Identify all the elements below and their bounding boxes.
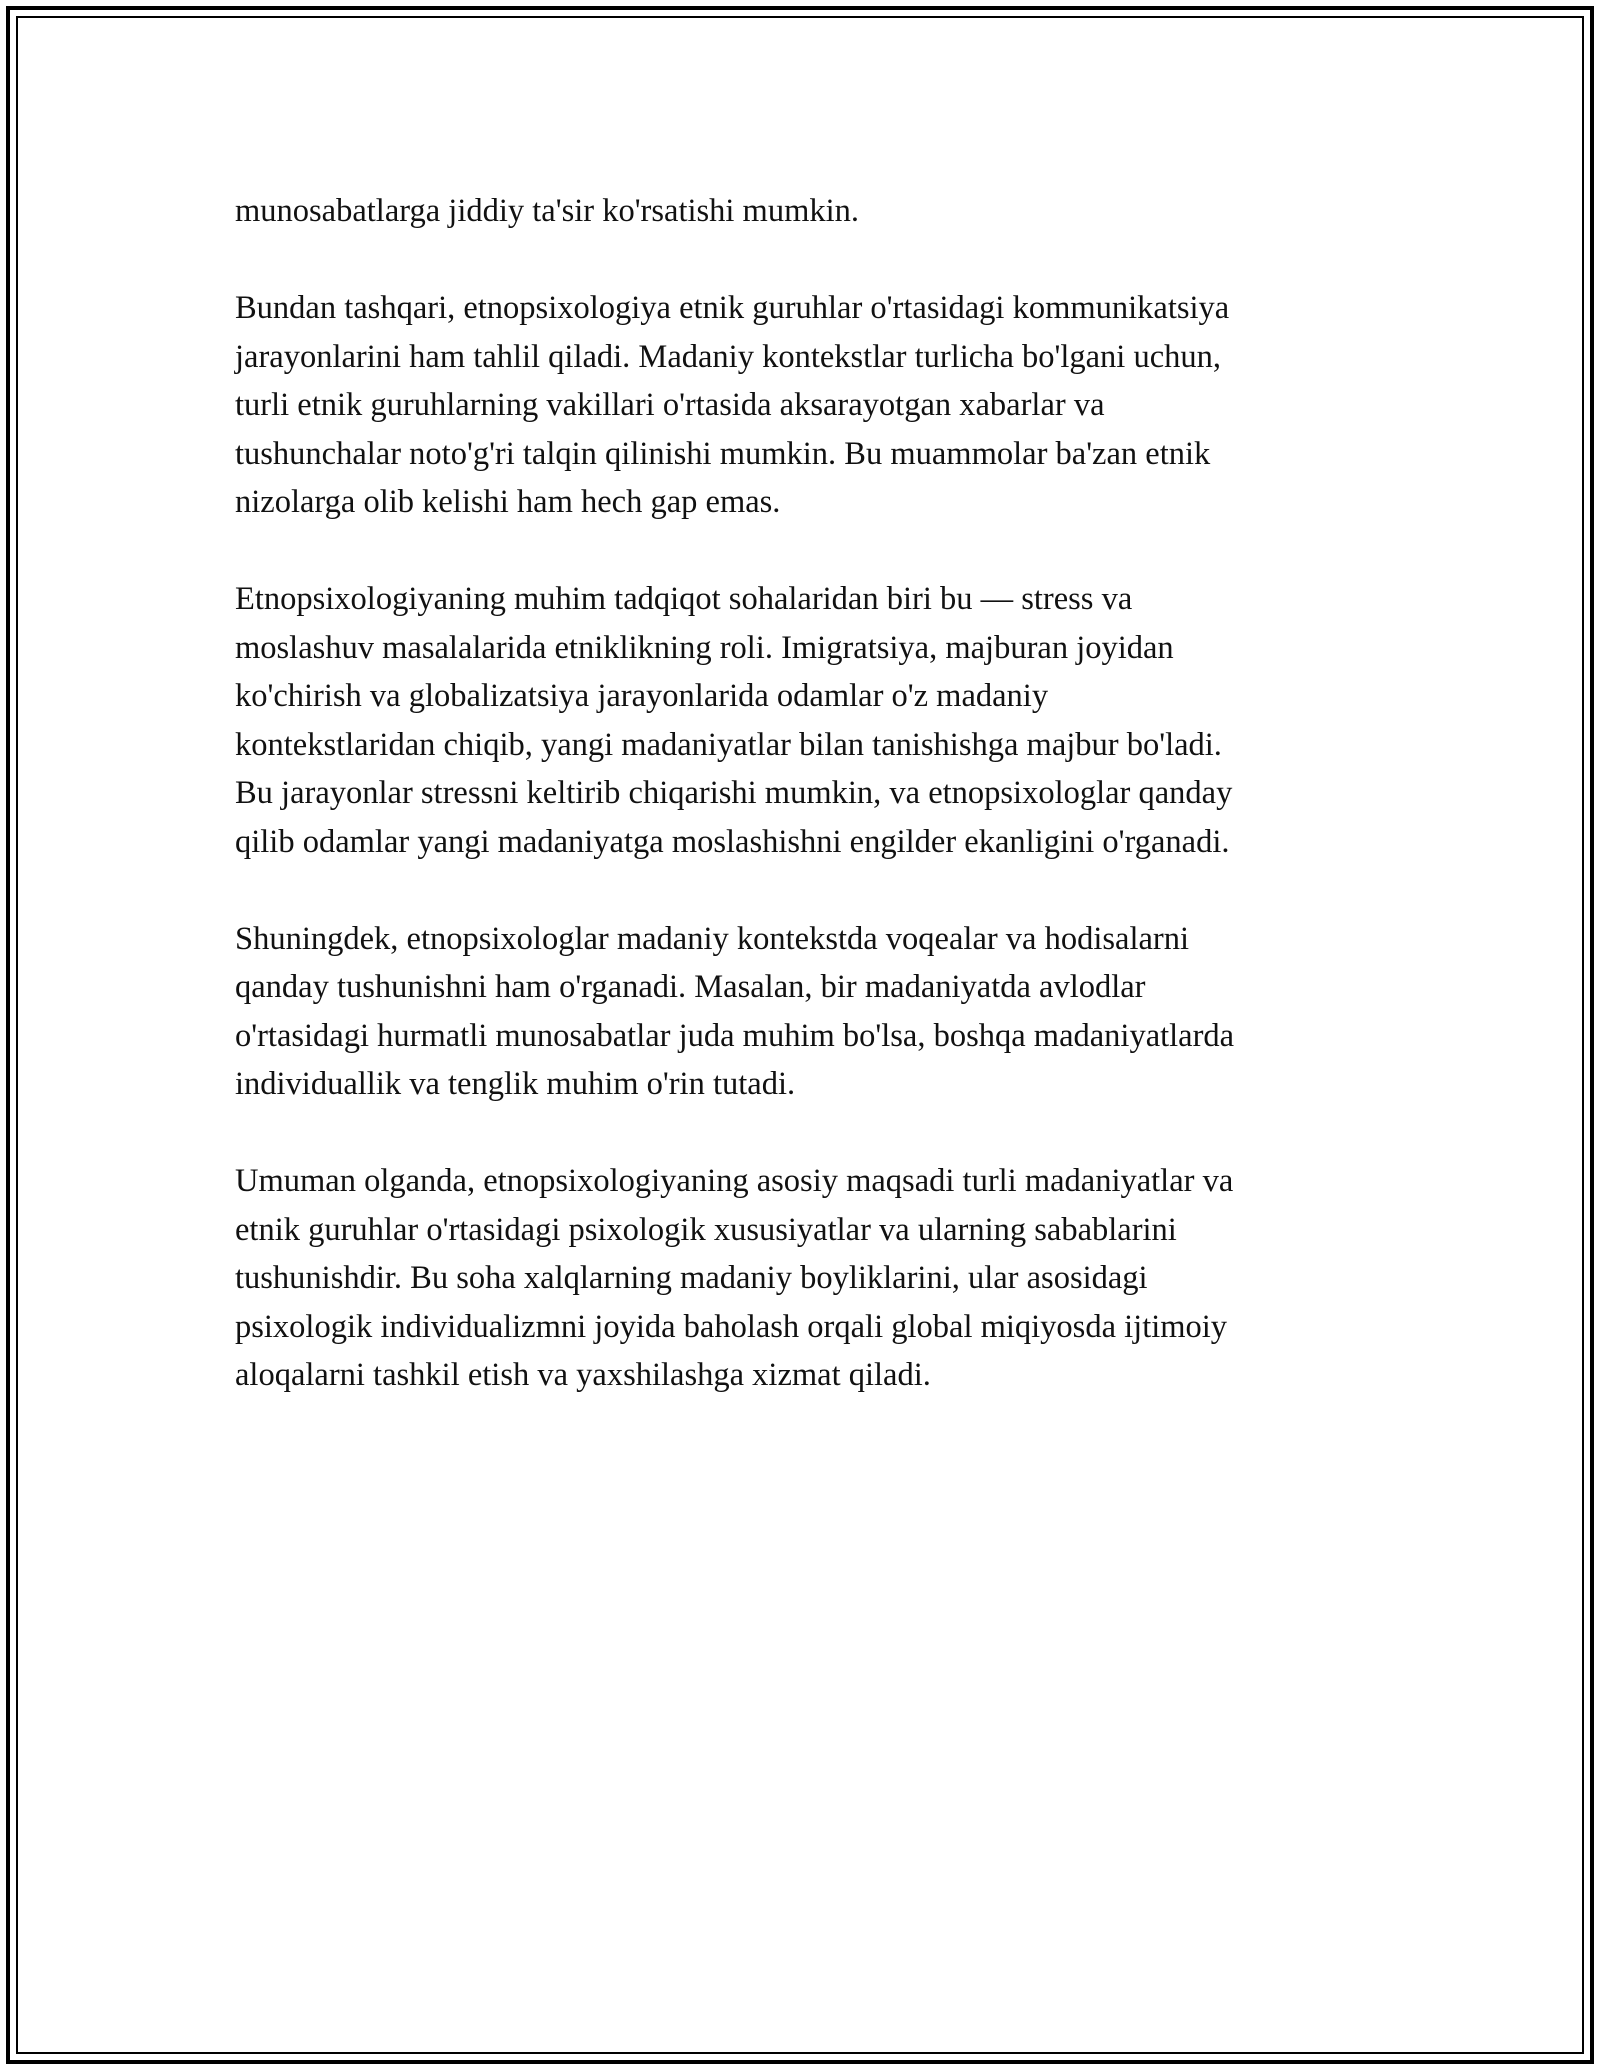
paragraph: [235, 575, 1385, 866]
text-line: moslashuv masalalarida etniklikning roli. Imigratsiya, majburan joyidan: [235, 629, 1174, 666]
text-line: turli etnik guruhlarning vakillari o'rtasida aksarayotgan xabarlar va: [235, 387, 1105, 423]
paragraph: [235, 284, 1385, 527]
text-line: individuallik va tenglik muhim o'rin tutadi.: [235, 1066, 796, 1102]
paragraph: [235, 915, 1385, 1109]
text-line: nizolarga olib kelishi ham hech gap emas.: [235, 484, 781, 520]
text-line: psixologik individualizmni joyida baholash orqali global miqiyosda ijtimoiy: [235, 1308, 1228, 1345]
text-line: etnik guruhlar o'rtasidagi psixologik xususiyatlar va ularning sabablarini: [235, 1211, 1177, 1248]
text-line: aloqalarni tashkil etish va yaxshilashga xizmat qiladi.: [235, 1357, 931, 1393]
text-line: tushunchalar noto'g'ri talqin qilinishi mumkin. Bu muammolar ba'zan etnik: [235, 435, 1211, 472]
text-line: kontekstlaridan chiqib, yangi madaniyatlar bilan tanishishga majbur bo'ladi.: [235, 726, 1222, 763]
text-line: ko'chirish va globalizatsiya jarayonlarida odamlar o'z madaniy: [235, 678, 1049, 714]
text-line: Umuman olganda, etnopsixologiyaning asosiy maqsadi turli madaniyatlar va: [235, 1163, 1234, 1199]
paragraph: [235, 1157, 1385, 1400]
text-line: o'rtasidagi hurmatli munosabatlar juda muhim bo'lsa, boshqa madaniyatlarda: [235, 1017, 1235, 1054]
text-line: jarayonlarini ham tahlil qiladi. Madaniy kontekstlar turlicha bo'lgani uchun,: [235, 338, 1222, 375]
text-line: Bu jarayonlar stressni keltirib chiqarishi mumkin, va etnopsixologlar qanday: [235, 775, 1233, 811]
text-line: Bundan tashqari, etnopsixologiya etnik guruhlar o'rtasidagi kommunikatsiya: [235, 290, 1230, 326]
text-line: Etnopsixologiyaning muhim tadqiqot sohalaridan biri bu — stress va: [235, 581, 1133, 617]
text-line: tushunishdir. Bu soha xalqlarning madaniy boyliklarini, ular asosidagi: [235, 1260, 1148, 1296]
text-line: Shuningdek, etnopsixologlar madaniy kontekstda voqealar va hodisalarni: [235, 920, 1190, 957]
text-line: munosabatlarga jiddiy ta'sir ko'rsatishi mumkin.: [235, 193, 860, 229]
document-body: [235, 187, 1385, 1448]
paragraph: [235, 187, 1385, 236]
text-line: qanday tushunishni ham o'rganadi. Masalan, bir madaniyatda avlodlar: [235, 969, 1146, 1005]
text-line: qilib odamlar yangi madaniyatga moslashishni engilder ekanligini o'rganadi.: [235, 823, 1230, 860]
